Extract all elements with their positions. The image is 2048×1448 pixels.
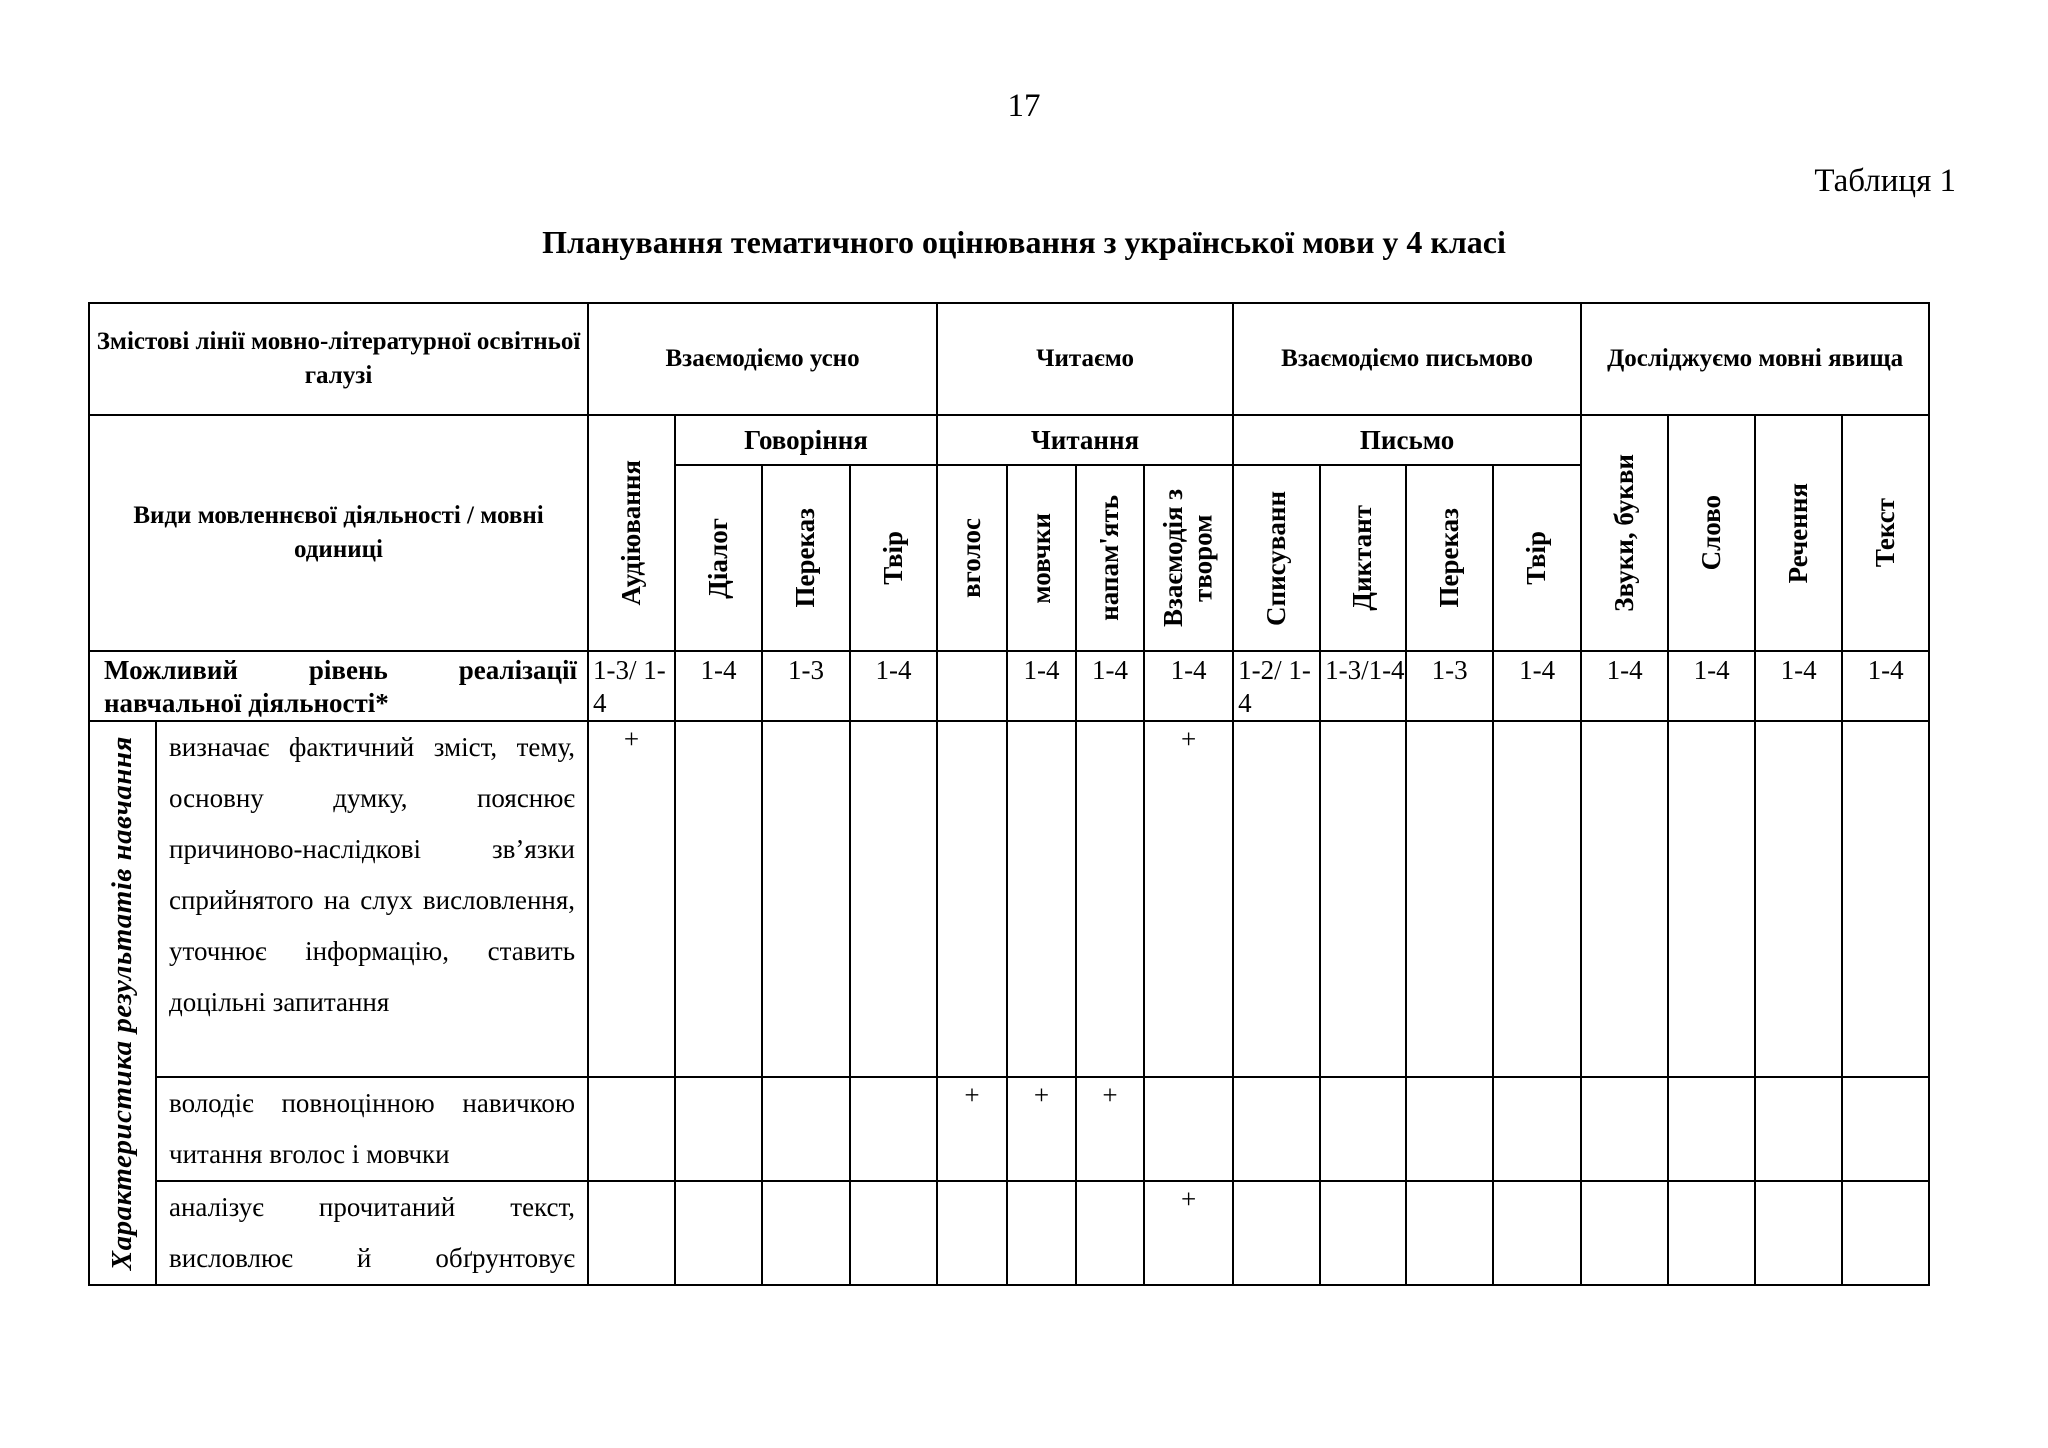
group-header-language: Досліджуємо мовні явища bbox=[1581, 303, 1929, 415]
level-row bbox=[89, 651, 1929, 721]
level-cell: 1-3/ 1-4 bbox=[588, 651, 675, 721]
col-header-label: Списуванн bbox=[1260, 490, 1291, 626]
outcome-mark bbox=[937, 721, 1007, 1077]
outcome-mark bbox=[1668, 1181, 1755, 1285]
outcome-mark bbox=[675, 1077, 762, 1181]
outcome-mark bbox=[850, 1077, 937, 1181]
outcome-row bbox=[89, 721, 1929, 1077]
level-cell: 1-4 bbox=[1668, 651, 1755, 721]
page-number: 17 bbox=[1007, 88, 1041, 124]
level-cell: 1-2/ 1-4 bbox=[1233, 651, 1320, 721]
header-row-groups bbox=[89, 303, 1929, 415]
outcome-mark bbox=[1581, 721, 1668, 1077]
col-header-word bbox=[1668, 415, 1755, 651]
col-header-label: Диктант bbox=[1347, 505, 1378, 611]
outcome-mark bbox=[850, 721, 937, 1077]
outcome-description: володіє повноцінною навичкою читання вголос і мовчки bbox=[156, 1077, 588, 1181]
col-header-label: напам'ять bbox=[1094, 495, 1125, 621]
col-header-label: Звуки, букви bbox=[1608, 454, 1639, 612]
level-cell: 1-4 bbox=[1144, 651, 1233, 721]
col-header-audiuvannia bbox=[588, 415, 675, 651]
outcome-mark: + bbox=[588, 721, 675, 1077]
level-cell bbox=[937, 651, 1007, 721]
col-header-sounds-letters bbox=[1581, 415, 1668, 651]
outcome-mark: + bbox=[1144, 1181, 1233, 1285]
outcome-mark bbox=[762, 721, 850, 1077]
outcome-mark bbox=[850, 1181, 937, 1285]
level-row-label: Можливий рівень реалізації навчальної діяльності* bbox=[89, 651, 588, 721]
page-title: Планування тематичного оцінювання з української мови у 4 класі bbox=[542, 224, 1506, 260]
outcome-row bbox=[89, 1077, 1929, 1181]
header-row-subgroups bbox=[89, 415, 1929, 465]
outcome-mark bbox=[1668, 721, 1755, 1077]
assessment-plan-table bbox=[88, 302, 1930, 1286]
col-header-retelling bbox=[762, 465, 850, 651]
col-header-label: вголос bbox=[956, 518, 987, 598]
col-header-text bbox=[1842, 415, 1929, 651]
outcome-mark bbox=[675, 1181, 762, 1285]
outcome-mark bbox=[1493, 721, 1581, 1077]
col-header-label: Твір bbox=[1521, 531, 1552, 585]
outcomes-label-text: Характеристика результатів навчання bbox=[106, 735, 138, 1270]
col-header-label: Діалог bbox=[702, 517, 733, 599]
level-cell: 1-4 bbox=[1493, 651, 1581, 721]
col-header-written-retelling bbox=[1406, 465, 1493, 651]
outcome-mark bbox=[1842, 721, 1929, 1077]
subgroup-header-speaking: Говоріння bbox=[675, 415, 937, 465]
level-cell: 1-4 bbox=[1581, 651, 1668, 721]
level-cell: 1-4 bbox=[1076, 651, 1144, 721]
outcome-mark: + bbox=[1144, 721, 1233, 1077]
col-header-label: Взаємодія з твором bbox=[1157, 488, 1218, 628]
col-header-text-interaction bbox=[1144, 465, 1233, 651]
outcome-description: аналізує прочитаний текст, висловлює й обґрунтовує bbox=[156, 1181, 588, 1285]
group-header-oral: Взаємодіємо усно bbox=[588, 303, 937, 415]
group-header-reading: Читаємо bbox=[937, 303, 1233, 415]
outcome-mark bbox=[588, 1181, 675, 1285]
level-cell: 1-4 bbox=[1007, 651, 1076, 721]
subgroup-header-reading: Читання bbox=[937, 415, 1233, 465]
outcome-mark bbox=[762, 1181, 850, 1285]
outcome-mark bbox=[1755, 1077, 1842, 1181]
outcome-description: визначає фактичний зміст, тему, основну думку, пояснює причиново-наслідкові зв’язки сприйнятого на слух висловлення, уточнює інформацію, ставить доцільні запитання bbox=[156, 721, 588, 1077]
activity-header: Види мовленнєвої діяльності / мовні одиниці bbox=[89, 415, 588, 651]
outcome-mark bbox=[1406, 1181, 1493, 1285]
content-lines-header: Змістові лінії мовно-літературної освітньої галузі bbox=[89, 303, 588, 415]
col-header-copying bbox=[1233, 465, 1320, 651]
col-header-label: Твір bbox=[877, 531, 908, 585]
outcome-mark: + bbox=[1076, 1077, 1144, 1181]
col-header-dialog bbox=[675, 465, 762, 651]
col-header-label: Аудіювання bbox=[615, 460, 646, 606]
level-cell: 1-4 bbox=[850, 651, 937, 721]
outcome-mark bbox=[1406, 721, 1493, 1077]
outcome-mark bbox=[1233, 1077, 1320, 1181]
outcomes-side-label bbox=[89, 721, 156, 1285]
col-header-label: Слово bbox=[1695, 495, 1726, 571]
outcome-mark bbox=[1581, 1181, 1668, 1285]
outcome-mark bbox=[1320, 1181, 1406, 1285]
col-header-written-composition bbox=[1493, 465, 1581, 651]
level-cell: 1-4 bbox=[1755, 651, 1842, 721]
level-cell: 1-4 bbox=[675, 651, 762, 721]
outcome-mark bbox=[588, 1077, 675, 1181]
col-header-label: Переказ bbox=[790, 508, 821, 608]
col-header-aloud bbox=[937, 465, 1007, 651]
table-label: Таблиця 1 bbox=[1814, 163, 1956, 199]
outcome-mark bbox=[1581, 1077, 1668, 1181]
outcome-mark bbox=[1007, 1181, 1076, 1285]
level-cell: 1-4 bbox=[1842, 651, 1929, 721]
col-header-label: мовчки bbox=[1025, 512, 1056, 604]
outcome-mark bbox=[762, 1077, 850, 1181]
col-header-label: Речення bbox=[1782, 482, 1813, 584]
col-header-by-heart bbox=[1076, 465, 1144, 651]
col-header-dictation bbox=[1320, 465, 1406, 651]
subgroup-header-writing: Письмо bbox=[1233, 415, 1581, 465]
outcome-mark bbox=[1233, 1181, 1320, 1285]
col-header-label: Переказ bbox=[1433, 508, 1464, 608]
outcome-mark bbox=[937, 1181, 1007, 1285]
group-header-writing: Взаємодіємо письмово bbox=[1233, 303, 1581, 415]
level-cell: 1-3 bbox=[762, 651, 850, 721]
outcome-mark bbox=[1076, 721, 1144, 1077]
outcome-mark bbox=[1668, 1077, 1755, 1181]
outcome-mark bbox=[1007, 721, 1076, 1077]
outcome-mark: + bbox=[937, 1077, 1007, 1181]
level-cell: 1-3 bbox=[1406, 651, 1493, 721]
outcome-mark bbox=[1320, 721, 1406, 1077]
level-cell: 1-3/1-4 bbox=[1320, 651, 1406, 721]
outcome-mark bbox=[1842, 1077, 1929, 1181]
outcome-mark bbox=[675, 721, 762, 1077]
col-header-label: Текст bbox=[1869, 498, 1900, 568]
col-header-silently bbox=[1007, 465, 1076, 651]
outcome-mark: + bbox=[1007, 1077, 1076, 1181]
outcome-mark bbox=[1076, 1181, 1144, 1285]
outcome-mark bbox=[1493, 1077, 1581, 1181]
outcome-mark bbox=[1755, 721, 1842, 1077]
outcome-mark bbox=[1320, 1077, 1406, 1181]
outcome-mark bbox=[1233, 721, 1320, 1077]
col-header-composition bbox=[850, 465, 937, 651]
outcome-row bbox=[89, 1181, 1929, 1285]
outcome-mark bbox=[1144, 1077, 1233, 1181]
outcome-mark bbox=[1406, 1077, 1493, 1181]
col-header-sentence bbox=[1755, 415, 1842, 651]
outcome-mark bbox=[1842, 1181, 1929, 1285]
outcome-mark bbox=[1755, 1181, 1842, 1285]
outcome-mark bbox=[1493, 1181, 1581, 1285]
